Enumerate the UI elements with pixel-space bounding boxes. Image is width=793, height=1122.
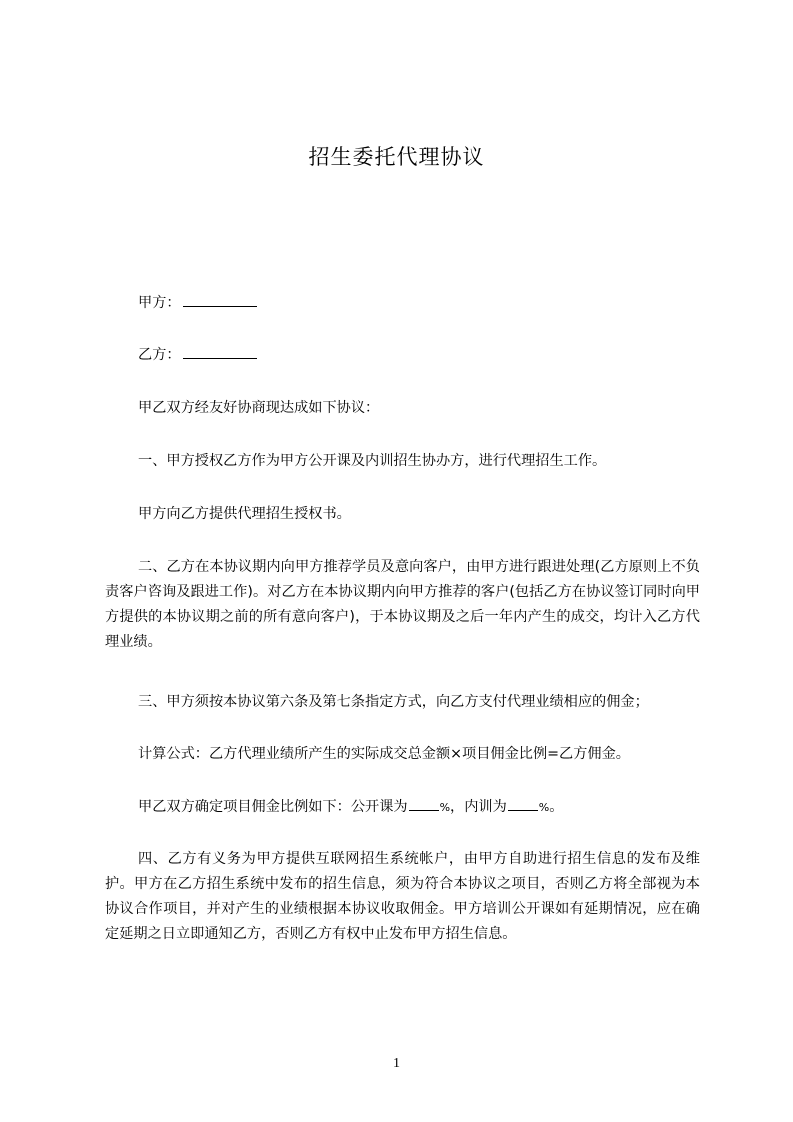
page-number: 1: [393, 1056, 400, 1071]
party-b-label: 乙方：: [138, 347, 181, 363]
document-title: 招生委托代理协议: [308, 145, 485, 169]
clause-2-paragraph: 二、乙方在本协议期内向甲方推荐学员及意向客户，由甲方进行跟进处理(乙方原则上不负责客户咨询及跟进工作)。对乙方在本协议期内向甲方推荐的客户(包括乙方在协议签订同时向甲方提供的本协议期之前的所有意向客户)，于本协议期及之后一年内产生的成交，均计入乙方代理业绩。: [105, 559, 700, 650]
party-a-blank: [183, 292, 257, 307]
percent-sign: %: [538, 801, 550, 814]
formula-paragraph: 计算公式：乙方代理业绩所产生的实际成交总金额×项目佣金比例=乙方佣金。: [138, 746, 630, 762]
party-b-blank: [183, 344, 257, 359]
percent-sign: %: [439, 801, 451, 814]
commission-ratio-paragraph: [138, 795, 733, 820]
clause-1-paragraph: 一、甲方授权乙方作为甲方公开课及内训招生协办方，进行代理招生工作。: [138, 453, 607, 469]
ratio-end: 。: [549, 799, 564, 815]
clause-4-paragraph: 四、乙方有义务为甲方提供互联网招生系统帐户，由甲方自助进行招生信息的发布及维护。甲方在乙方招生系统中发布的招生信息，须为符合本协议之项目，否则乙方将全部视为本协议合作项目，并对产生的业绩根据本协议收取佣金。甲方培训公开课如有延期情况，应在确定延期之日立即通知乙方，否则乙方有权中止发布甲方招生信息。: [105, 851, 700, 942]
intro-paragraph: 甲乙双方经友好协商现达成如下协议：: [138, 400, 380, 416]
open-course-ratio-blank: [409, 798, 439, 811]
ratio-middle: ，内训为: [450, 799, 507, 815]
party-b-line: [138, 343, 257, 368]
ratio-prefix: 甲乙双方确定项目佣金比例如下：公开课为: [138, 799, 408, 815]
party-a-label: 甲方：: [138, 295, 181, 311]
clause-1-note-paragraph: 甲方向乙方提供代理招生授权书。: [138, 506, 351, 522]
party-a-line: [138, 291, 257, 316]
clause-3-paragraph: 三、甲方须按本协议第六条及第七条指定方式，向乙方支付代理业绩相应的佣金；: [138, 694, 649, 710]
internal-training-ratio-blank: [508, 798, 538, 811]
